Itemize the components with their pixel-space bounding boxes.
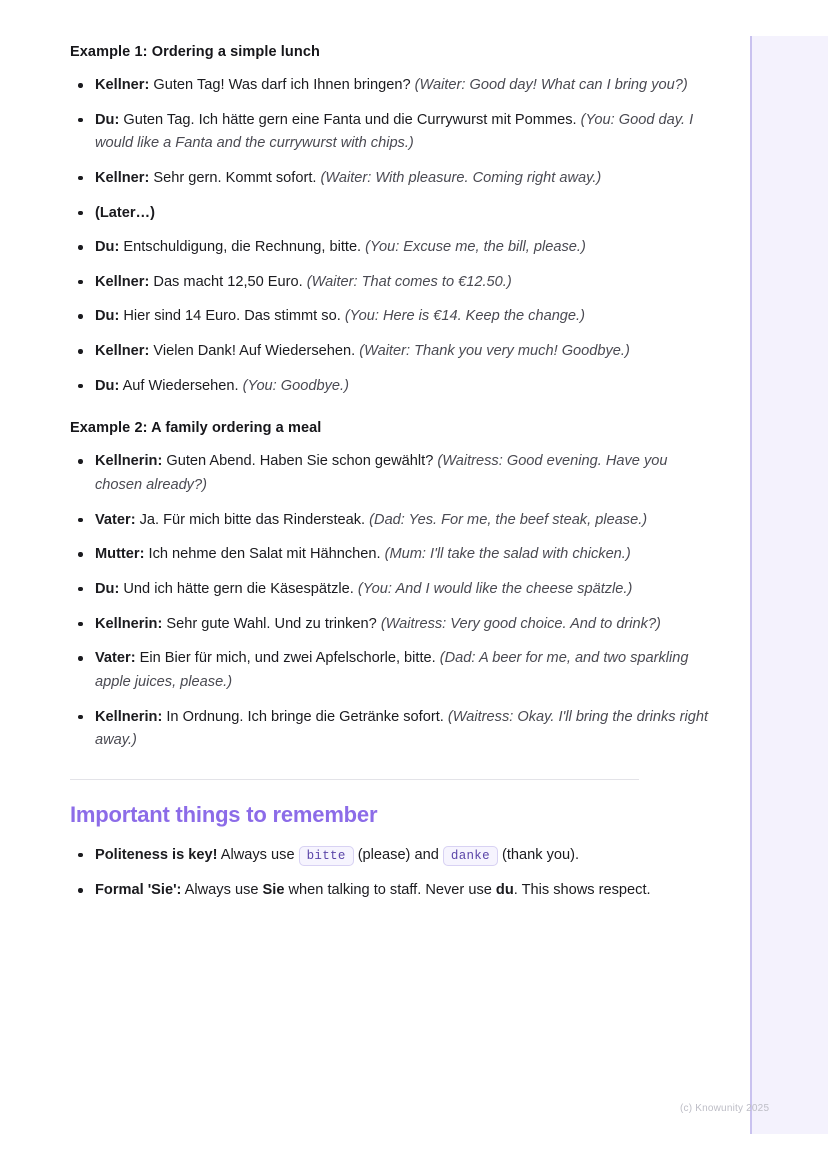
dialog-english-translation: (You: And I would like the cheese spätzle.): [357, 580, 633, 597]
watermark: (c) Knowunity 2025: [680, 1103, 770, 1114]
dialog-speaker: Vater:: [95, 511, 136, 528]
note-item: [70, 879, 710, 903]
dialog-list-example-2: [70, 450, 710, 752]
page-right-rail: [750, 36, 828, 1134]
dialog-speaker: Kellner:: [95, 77, 150, 93]
dialog-speaker: Kellnerin:: [95, 453, 163, 470]
dialog-german-text: Guten Tag! Was darf ich Ihnen bringen?: [153, 77, 411, 93]
note-bold-term: du: [495, 882, 514, 899]
dialog-speaker: Kellnerin:: [95, 708, 163, 725]
dialog-german-text: In Ordnung. Ich bringe die Getränke sofort.: [166, 708, 444, 725]
dialog-english-translation: (Waiter: Thank you very much! Goodbye.): [359, 343, 630, 360]
dialog-german-text: Sehr gute Wahl. Und zu trinken?: [166, 615, 377, 632]
dialog-speaker: Kellnerin:: [95, 615, 163, 632]
dialog-german-text: Und ich hätte gern die Käsespätzle.: [123, 580, 354, 597]
dialog-speaker: Mutter:: [95, 546, 145, 563]
dialog-line: [70, 450, 710, 497]
dialog-line: [70, 271, 710, 295]
dialog-english-translation: (Waitress: Good evening. Have you chosen already?): [95, 453, 668, 494]
dialog-german-text: Sehr gern. Kommt sofort.: [153, 169, 317, 186]
dialog-english-translation: (Waiter: With pleasure. Coming right away.): [320, 169, 602, 186]
dialog-line: [70, 375, 710, 399]
dialog-line: [70, 236, 710, 260]
dialog-german-text: Ein Bier für mich, und zwei Apfelschorle, bitte.: [139, 650, 436, 667]
note-text: (thank you).: [497, 846, 580, 863]
inline-code-token: bitte: [299, 846, 354, 866]
dialog-speaker: Kellner:: [95, 343, 150, 360]
dialog-line: [70, 706, 710, 753]
dialog-english-translation: (Dad: A beer for me, and two sparkling apple juices, please.): [95, 650, 689, 690]
section-title-example-2: Example 2: A family ordering a meal: [70, 420, 322, 437]
dialog-german-text: Das macht 12,50 Euro.: [153, 273, 303, 290]
dialog-english-translation: (Waiter: That comes to €12.50.): [306, 273, 512, 290]
dialog-line: [70, 509, 710, 533]
dialog-line: [70, 202, 710, 226]
dialog-line: [70, 109, 710, 156]
dialog-german-text: Auf Wiedersehen.: [122, 377, 239, 394]
dialog-speaker: Kellner:: [95, 169, 150, 186]
note-text: Always use: [217, 846, 299, 863]
note-bold-term: Sie: [262, 882, 285, 899]
dialog-line: [70, 340, 710, 364]
note-item: [70, 844, 710, 868]
dialog-line: [70, 613, 710, 637]
dialog-list-example-1: [70, 74, 710, 398]
dialog-speaker: Du:: [95, 580, 120, 597]
notes-list: [70, 844, 710, 903]
dialog-speaker: Du:: [95, 111, 120, 128]
dialog-line: [70, 578, 710, 602]
dialog-english-translation: (Waitress: Very good choice. And to drink?): [380, 615, 661, 632]
dialog-standalone-text: (Later…): [95, 204, 155, 221]
dialog-german-text: Ja. Für mich bitte das Rindersteak.: [139, 511, 366, 528]
notes-heading: Important things to remember: [70, 801, 378, 827]
note-text: (please) and: [353, 846, 443, 863]
dialog-speaker: Du:: [95, 239, 120, 256]
dialog-line: [70, 647, 710, 694]
dialog-speaker: Vater:: [95, 650, 136, 667]
note-text: . This shows respect.: [513, 882, 651, 899]
note-text: when talking to staff. Never use: [284, 882, 496, 899]
section-divider: [70, 779, 639, 780]
document-content: [70, 36, 710, 915]
dialog-english-translation: (Waiter: Good day! What can I bring you?): [414, 77, 688, 93]
inline-code-token: danke: [443, 846, 498, 866]
dialog-speaker: Du:: [95, 377, 120, 394]
dialog-line: [70, 543, 710, 567]
dialog-speaker: Du:: [95, 308, 120, 325]
dialog-german-text: Hier sind 14 Euro. Das stimmt so.: [123, 308, 341, 325]
dialog-english-translation: (You: Here is €14. Keep the change.): [344, 308, 585, 325]
dialog-english-translation: (You: Excuse me, the bill, please.): [365, 239, 586, 256]
dialog-german-text: Guten Tag. Ich hätte gern eine Fanta und die Currywurst mit Pommes.: [123, 111, 577, 128]
dialog-english-translation: (Dad: Yes. For me, the beef steak, please.): [369, 511, 648, 528]
note-lead: Formal 'Sie':: [95, 882, 182, 899]
dialog-german-text: Guten Abend. Haben Sie schon gewählt?: [166, 453, 434, 470]
dialog-line: [70, 305, 710, 329]
dialog-speaker: Kellner:: [95, 273, 150, 290]
dialog-english-translation: (You: Good day. I would like a Fanta and the currywurst with chips.): [95, 111, 694, 152]
note-lead: Politeness is key!: [95, 846, 218, 863]
dialog-german-text: Entschuldigung, die Rechnung, bitte.: [123, 239, 362, 256]
dialog-german-text: Vielen Dank! Auf Wiedersehen.: [153, 343, 356, 360]
note-text: Always use: [181, 882, 263, 899]
dialog-line: [70, 74, 710, 98]
dialog-german-text: Ich nehme den Salat mit Hähnchen.: [148, 546, 381, 563]
dialog-english-translation: (Mum: I'll take the salad with chicken.): [384, 546, 631, 563]
dialog-english-translation: (You: Goodbye.): [242, 377, 349, 394]
section-title-example-1: Example 1: Ordering a simple lunch: [70, 44, 320, 60]
dialog-english-translation: (Waitress: Okay. I'll bring the drinks right away.): [95, 708, 709, 749]
dialog-line: [70, 167, 710, 191]
